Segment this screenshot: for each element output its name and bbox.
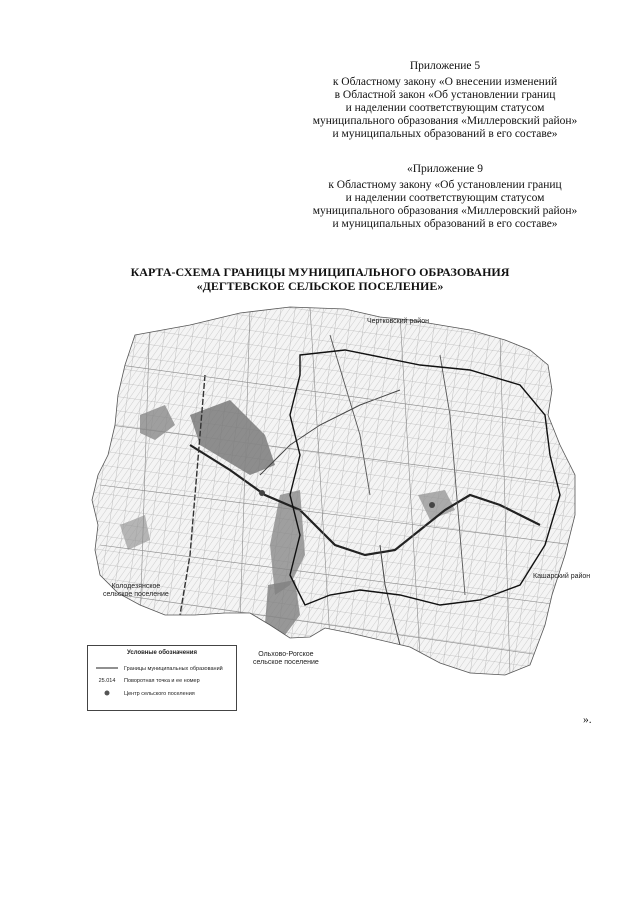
appendix-5-block xyxy=(270,60,620,141)
label-kolodezyanskoe-line-1: Колодезянское xyxy=(111,583,161,590)
label-olkhovorogskoe-settlement xyxy=(253,651,319,667)
label-olkhovorogskoe-line-2: сельское поселение xyxy=(253,659,319,666)
label-olkhovorogskoe-line-1: Ольхово-Рогское xyxy=(258,651,314,658)
map-title-line-2: «ДЕГТЕВСКОЕ СЕЛЬСКОЕ ПОСЕЛЕНИЕ» xyxy=(196,279,444,293)
label-kasharsky-district: Кашарский район xyxy=(533,573,591,580)
appendix-5-line: муниципального образования «Миллеровский район» xyxy=(312,115,578,127)
appendix-9-line: муниципального образования «Миллеровский район» xyxy=(312,205,578,217)
map-title-line-1: КАРТА-СХЕМА ГРАНИЦЫ МУНИЦИПАЛЬНОГО ОБРАЗОВАНИЯ xyxy=(130,265,510,279)
closing-quote: ». xyxy=(583,714,592,726)
label-kolodezyanskoe-settlement xyxy=(103,583,169,599)
legend-row-turn-point xyxy=(96,678,200,684)
appendix-9-block xyxy=(270,163,620,231)
appendix-5-line: в Областной закон «Об установлении границ xyxy=(334,89,556,101)
appendix-5-title: Приложение 5 xyxy=(409,60,481,72)
appendix-9-title: «Приложение 9 xyxy=(406,163,484,175)
map-legend xyxy=(87,645,237,711)
legend-row-center xyxy=(96,690,195,698)
legend-label: Центр сельского поселения xyxy=(124,691,195,697)
settlement-center-marker xyxy=(259,490,265,496)
turn-point-number: 25.014 xyxy=(98,678,116,684)
label-chertkovsky-district: Чертковский район xyxy=(367,318,429,325)
legend-label: Границы муниципальных образований xyxy=(124,666,223,672)
label-kolodezyanskoe-line-2: сельское поселение xyxy=(103,591,169,598)
legend-label: Поворотная точка и ее номер xyxy=(124,678,200,684)
appendix-9-line: и наделении соответствующим статусом xyxy=(345,192,545,204)
appendix-5-line: и муниципальных образований в его составе» xyxy=(332,128,558,140)
legend-row-boundary xyxy=(96,666,223,672)
map-title xyxy=(60,265,580,293)
appendix-5-line: и наделении соответствующим статусом xyxy=(345,102,545,114)
legend-title: Условные обозначения xyxy=(127,650,197,656)
settlement-center-marker xyxy=(429,502,435,508)
appendix-5-line: к Областному закону «О внесении изменений xyxy=(332,76,558,88)
settlement-center-icon xyxy=(96,690,118,698)
boundary-line-icon xyxy=(96,666,118,672)
appendix-9-line: и муниципальных образований в его составе» xyxy=(332,218,558,230)
appendix-9-line: к Областному закону «Об установлении границ xyxy=(328,179,562,191)
